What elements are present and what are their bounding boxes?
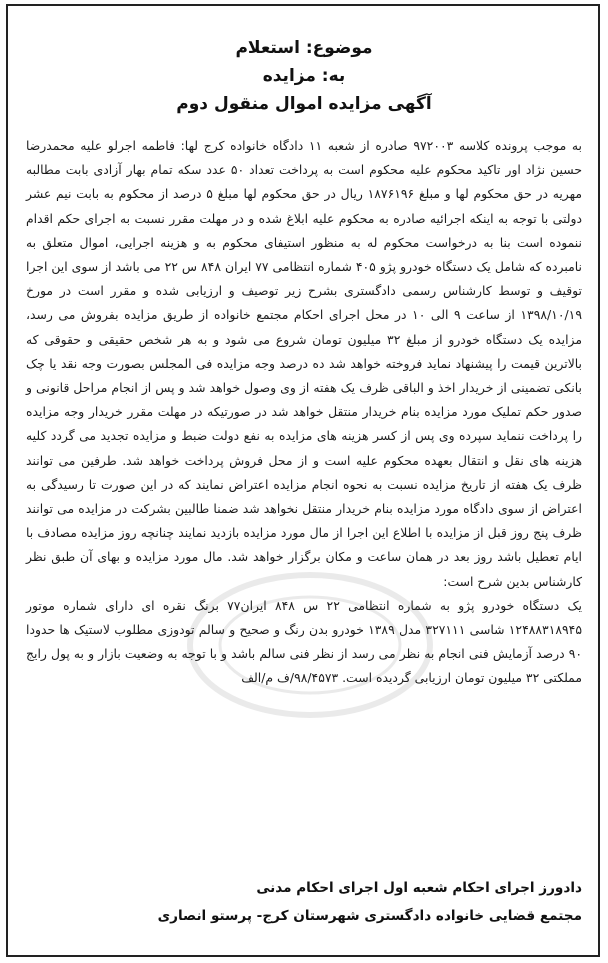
notice-title: آگهی مزایده اموال منقول دوم	[176, 94, 432, 114]
notice-body	[26, 134, 582, 691]
notice-header	[0, 34, 608, 118]
signatory-office: مجتمع قضایی خانواده دادگستری شهرستان کرج- پرستو انصاری	[157, 908, 582, 924]
recipient-line: به: مزایده	[262, 66, 346, 86]
signatory-title: دادورز اجرای احکام شعبه اول اجرای احکام مدنی	[256, 880, 582, 896]
signature-block	[26, 874, 582, 930]
vehicle-description: یک دستگاه خودرو پژو به شماره انتظامی ۲۲ س ۸۴۸ ایران۷۷ برنگ نقره ای دارای شماره موتور ۱۲۴۸۸۳۱۸۹۴۵ شاسی ۳۲۷۱۱۱ مدل ۱۳۸۹ خودرو بدن رنگ و صحیح و سالم تودوزی مطلوب لاستیک ها حدودا ۹۰ درصد آزمایش فنی انجام به نظر می رسد از نظر فنی سالم باشد و با توجه به وضعیت بازار و به پول رایج مملکتی ۳۲ میلیون تومان ارزیابی گردیده است. ۹۸/۴۵۷۳/ف م/الف	[26, 597, 582, 686]
main-paragraph: به موجب پرونده کلاسه ۹۷۲۰۰۳ صادره از شعبه ۱۱ دادگاه خانواده کرج لها: فاطمه اجرلو علیه محمدرضا حسین نژاد اور تاکید محکوم علیه محکوم است به پرداخت تعداد ۵۰ عدد سکه تمام بهار آزادی بابت مطالبه مهریه در حق محکوم لها و مبلغ ۱۸۷۶۱۹۶ ریال در حق محکوم لها مبلغ ۵ درصد از محکوم به بابت نیم عشر دولتی با توجه به اینکه اجرائیه صادره به محکوم علیه ابلاغ شده و در مهلت مقرر نسبت به اجرای حکم اقدام ننموده است بنا به درخواست محکوم له به منظور استیفای محکوم به و هزینه اجرایی، اموال متعلق به نامبرده که شامل یک دستگاه خودرو پژو ۴۰۵ شماره انتظامی ۷۷ ایران ۸۴۸ س ۲۲ می باشد از سوی این اجرا توقیف و توسط کارشناس رسمی دادگستری بشرح زیر توصیف و ارزیابی شده و مقرر است در مورخ ۱۳۹۸/۱۰/۱۹ از ساعت ۹ الی ۱۰ در محل اجرای احکام مجتمع خانواده از طریق مزایده بفروش می رسد، مزایده یک دستگاه خودرو از مبلغ ۳۲ میلیون تومان شروع می شود و به هر شخص حقیقی و حقوقی که بالاترین قیمت را پیشنهاد نماید فروخته خواهد شد ده درصد وجه مزایده فی المجلس بصورت وجه نقد یا چک بانکی تضمینی از خریدار اخذ و الباقی ظرف یک هفته از وی وصول خواهد شد و پس از انجام مراحل قانونی و صدور حکم تملیک مورد مزایده بنام خریدار منتقل خواهد شد در صورتیکه در مهلت مقرر خریدار وجه مزایده را پرداخت ننماید سپرده وی پس از کسر هزینه های مزایده به نفع دولت ضبط و مزایده تجدید می گردد کلیه هزینه های نقل و انتقال بعهده محکوم علیه است و از محل فروش پرداخت خواهد شد. طرفین می توانند ظرف یک هفته از تاریخ مزایده نسبت به نحوه انجام مزایده اعتراض نمایند که در این صورت تا رسیدگی به اعتراض از سوی دادگاه مورد مزایده بنام خریدار منتقل نخواهد شد ضمنا طالبین بشرکت در مزایده می توانند ظرف پنج روز قبل از مزایده با اطلاع این اجرا از مال مورد مزایده بازدید نمایند چنانچه روز مزایده مصادف با ایام تعطیل باشد روز بعد در همان ساعت و مکان برگزار خواهد شد. مال مورد مزایده و بهای آن طبق نظر کارشناس بدین شرح است:	[26, 138, 583, 589]
subject-line: موضوع: استعلام	[235, 38, 373, 58]
